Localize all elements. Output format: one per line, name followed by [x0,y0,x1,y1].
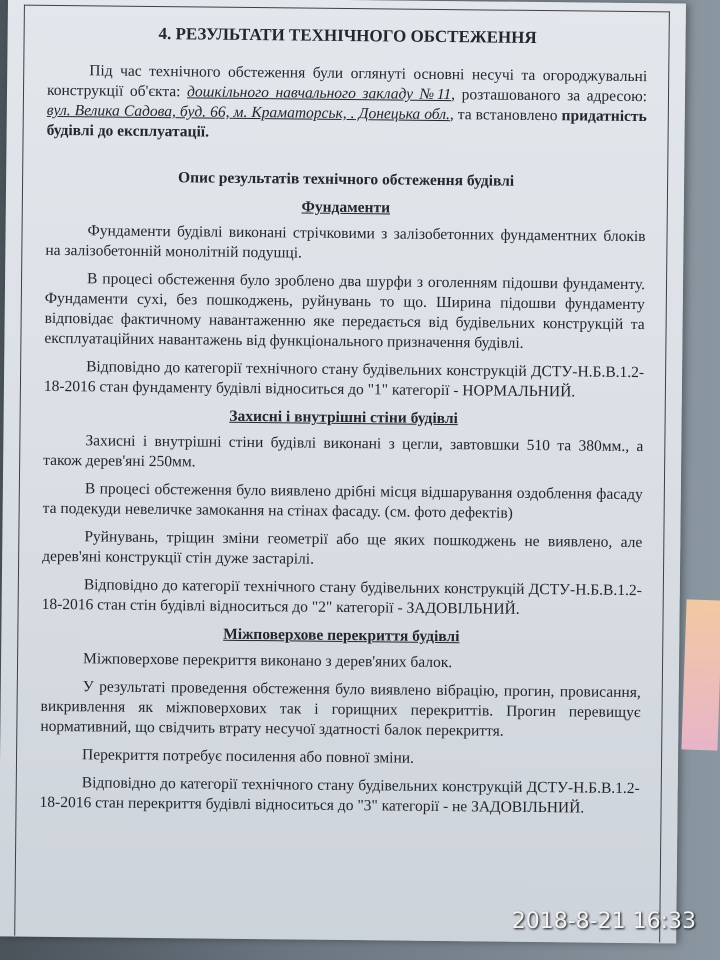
intro-text: . [205,123,210,141]
paragraph: В процесі обстеження було зроблено два шурфи з оголенням підошви фундаменту. Фундаменти сухі, без пошкоджень, руйнувань то що. Ширина підошви фундаменту відповідає фактичному навантаженню яке передається від будівельних конструкцій та експлуатаційних навантажень від функціонального призначення будівлі. [44,270,646,352]
paragraph: Відповідно до категорії технічного стану будівельних конструкцій ДСТУ-Н.Б.В.1.2-18-2016 стан перекриття будівлі відноситься до "3" категорії - не ЗАДОВІЛЬНИЙ. [39,774,640,817]
paragraph: Відповідно до категорії технічного стану будівельних конструкцій ДСТУ-Н.Б.В.1.2-18-2016 стан фундаменту будівлі відноситься до "1" категорії - НОРМАЛЬНИЙ. [43,358,645,401]
intro-text: , та встановлено [449,106,562,125]
sticky-tape [681,599,720,750]
paragraph: Фундаменти будівлі виконані стрічковими з залізобетонних фундаментних блоків на залізобетонній монолітній подушці. [45,222,646,262]
document-title: 4. РЕЗУЛЬТАТИ ТЕХНІЧНОГО ОБСТЕЖЕННЯ [158,24,537,47]
paragraph: Перекриття потребує посилення або повної зміни. [81,746,415,767]
photo-timestamp: 2018-8-21 16:33 [511,909,696,934]
paragraph: Захисні і внутрішні стіни будівлі виконані з цегли, завтовшки 510 та 380мм., а також дерев'яні 250мм. [43,432,644,471]
paragraph: В процесі обстеження було виявлено дрібні місця відшарування оздоблення фасаду та подекуди невеличке замокання на стінах фасаду. (см. фото дефектів) [42,480,643,522]
section-heading-foundations: Фундаменти [301,198,391,217]
object-name: дошкільного навчального закладу №11 [186,83,452,104]
paragraph: Міжповерхове перекриття виконано з дерев'яних балок. [82,650,453,672]
section-heading-walls: Захисні і внутрішні стіни будівлі [229,407,458,428]
document-content [39,13,647,827]
intro-text: , розташованого за адресою: [451,86,648,106]
paragraph: Руйнувань, тріщин зміни геометрії або ще яких пошкоджень не виявлено, але дерев'яні конструкції стін дуже застарілі. [42,528,643,568]
paragraph: Відповідно до категорії технічного стану будівельних конструкцій ДСТУ-Н.Б.В.1.2-18-2016 стан стін будівлі відноситься до "2" категорії - ЗАДОВІЛЬНИЙ. [41,576,642,618]
conclusion-text: придатність будівлі до експлуатації [46,107,647,141]
intro-paragraph [47,61,648,147]
results-subtitle: Опис результатів технічного обстеження будівлі [177,169,515,190]
section-heading-floors: Міжповерхове перекриття будівлі [223,625,460,646]
object-address: вул. Велика Садова, буд. 66, м. Краматорськ, . Донецька обл. [46,101,450,124]
paragraph: У результаті проведення обстеження було виявлено вібрацію, прогин, провисання, викривлення як міжповерхових так і горищних перекриттів. Прогин перевищує нормативний, що свідчить втрату несучої здатності балок перекриття. [40,678,641,740]
intro-text: Під час технічного обстеження були оглянуті основні несучі та огороджувальні конструкції об'єкта: [46,62,648,101]
